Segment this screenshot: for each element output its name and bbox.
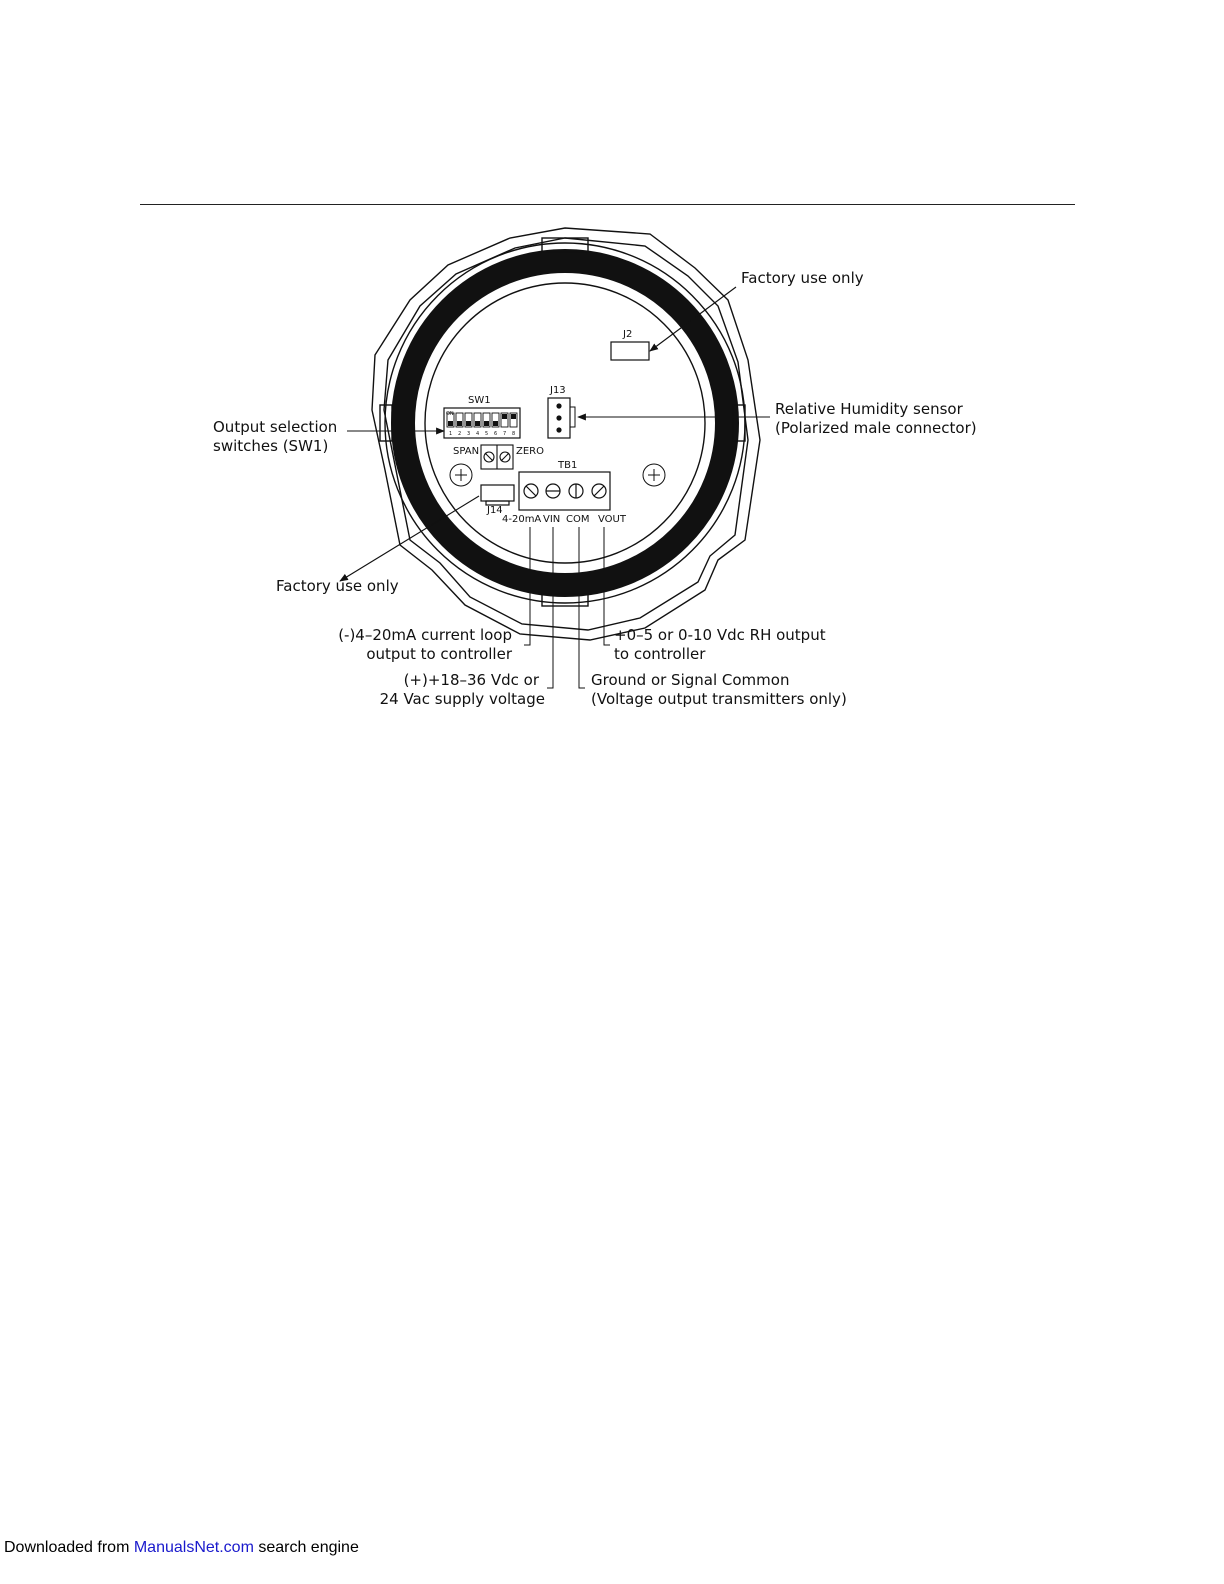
sw1-dip-switch: [444, 408, 520, 438]
terminal-label-420: 4-20mA: [502, 514, 542, 525]
j13-connector: [548, 398, 575, 438]
span-label: SPAN: [453, 446, 480, 457]
span-zero-potentiometers: [481, 445, 513, 469]
enclosure: [372, 228, 760, 640]
callout-rh-output-line2: to controller: [614, 645, 706, 663]
terminal-label-vin: VIN: [543, 514, 561, 525]
footer-link[interactable]: ManualsNet.com: [133, 1539, 254, 1556]
zero-label: ZERO: [516, 446, 544, 457]
callout-output-selection-line2: switches (SW1): [213, 437, 329, 455]
callout-factory-use-bottom: Factory use only: [276, 577, 399, 595]
sw1-label: SW1: [468, 395, 491, 406]
terminal-label-vout: VOUT: [598, 514, 626, 525]
dip-toggle-knob-1: [448, 421, 453, 426]
j13-label: J13: [550, 385, 566, 396]
j14-label: J14: [487, 505, 503, 516]
mounting-screw-left: [450, 464, 472, 486]
dip-toggle-knob-6: [493, 421, 498, 426]
callout-rh-sensor-line2: (Polarized male connector): [775, 419, 977, 437]
terminal-leader-lines: [524, 527, 610, 688]
dip-number-6: 6: [494, 431, 498, 437]
dip-toggle-knob-7: [502, 414, 507, 419]
callout-factory-use-top: Factory use only: [741, 269, 864, 287]
dip-toggle-knob-8: [511, 414, 516, 419]
j2-connector: [611, 342, 649, 360]
dip-number-5: 5: [485, 431, 489, 437]
tb1-terminal-block: [519, 472, 610, 510]
j14-connector: [481, 485, 514, 505]
dip-number-4: 4: [476, 431, 480, 437]
mounting-screw-right: [643, 464, 665, 486]
callout-ground-line2: (Voltage output transmitters only): [591, 690, 847, 708]
callout-current-loop-line1: (-)4–20mA current loop: [338, 626, 512, 644]
dip-toggle-knob-5: [484, 421, 489, 426]
dip-toggle-knob-4: [475, 421, 480, 426]
dip-number-3: 3: [467, 431, 471, 437]
leader-com: [579, 527, 585, 688]
leader-vin: [547, 527, 553, 688]
dip-number-2: 2: [458, 431, 462, 437]
footer-attribution: [4, 1539, 359, 1557]
footer-suffix: search engine: [253, 1539, 359, 1556]
enclosure-ring-outer: [385, 243, 745, 603]
tb1-label: TB1: [558, 460, 578, 471]
dip-number-1: 1: [449, 431, 453, 437]
dip-toggle-knob-2: [457, 421, 462, 426]
sw1-on-label: ON: [446, 411, 454, 417]
callout-current-loop-line2: output to controller: [366, 645, 512, 663]
dip-number-8: 8: [512, 431, 516, 437]
callout-ground-line1: Ground or Signal Common: [591, 671, 790, 689]
j2-label: J2: [623, 329, 633, 340]
dip-toggle-knob-3: [466, 421, 471, 426]
footer-prefix: Downloaded from: [4, 1539, 134, 1556]
dip-number-7: 7: [503, 431, 507, 437]
callout-output-selection-line1: Output selection: [213, 418, 338, 436]
callout-supply-line2: 24 Vac supply voltage: [379, 690, 545, 708]
callout-supply-line1: (+)+18–36 Vdc or: [403, 671, 539, 689]
callout-rh-sensor-line1: Relative Humidity sensor: [775, 400, 963, 418]
terminal-label-com: COM: [566, 514, 590, 525]
callout-rh-output-line1: +0–5 or 0-10 Vdc RH output: [614, 626, 826, 644]
